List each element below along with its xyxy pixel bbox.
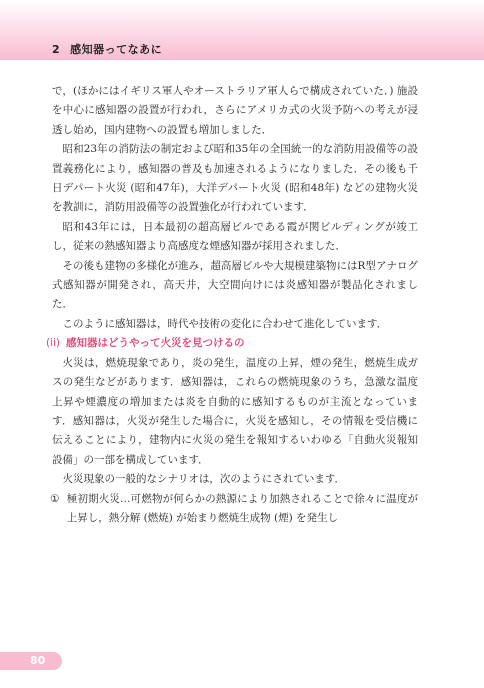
list-item bbox=[52, 490, 418, 529]
section-marker: (ii) bbox=[46, 337, 61, 350]
section-paragraph-2: 火災現象の一般的なシナリオは，次のようにされています． bbox=[62, 473, 346, 486]
paragraph-3: 昭和43年には，日本最初の超高層ビルである霞が関ビルディングが竣工し，従来の熱感知器より高感度な煙感知器が採用されました． bbox=[52, 220, 418, 253]
paragraph-1: で，(ほかにはイギリス軍人やオーストラリア軍人らで構成されていた．) 施設を中心に感知器の設置が行われ，さらにアメリカ式の火災予防への考えが浸透し始め，国内建物への設置も増加しました． bbox=[52, 85, 418, 136]
page-number: 80 bbox=[30, 654, 46, 667]
list-marker: ① bbox=[50, 492, 60, 505]
paragraph-4: その後も建物の多様化が進み，超高層ビルや大規模建築物にはR型アナログ式感知器が開発され，高天井，大空間向けには炎感知器が製品化されました． bbox=[52, 259, 418, 311]
section-heading bbox=[46, 334, 418, 353]
chapter-number: 2 bbox=[52, 43, 61, 56]
chapter-header bbox=[52, 41, 162, 57]
list-text: 極初期火災…可燃物が何らかの熱源により加熱されることで徐々に温度が上昇し，熱分解 (燃焼) が始まり燃焼生成物 (煙) を発生し bbox=[66, 492, 418, 524]
paragraph-2: 昭和23年の消防法の制定および昭和35年の全国統一的な消防用設備等の設置義務化により，感知器の普及も加速されるようになりました．その後も千日デパート火災 (昭和47年)，大洋デパート火災 (昭和48年) などの建物火災を教訓に，消防用設備等の設置強化が行われています． bbox=[52, 143, 418, 214]
section-title: 感知器はどうやって火災を見つけるの bbox=[66, 337, 245, 350]
body-text bbox=[46, 82, 418, 528]
section-paragraph-1: 火災は，燃焼現象であり，炎の発生，温度の上昇，煙の発生，燃焼生成ガスの発生などがあります．感知器は，これらの燃焼現象のうち，急激な温度上昇や煙濃度の増加または炎を自動的に感知するものが主流となっています．感知器は，火災が発生した場合に，火災を感知し，その情報を受信機に伝えることにより，建物内に火災の発生を報知するいわゆる「自動火災報知設備」の一部を構成しています． bbox=[52, 356, 418, 466]
paragraph-5: このように感知器は，時代や技術の変化に合わせて進化しています． bbox=[62, 317, 388, 330]
chapter-title: 感知器ってなあに bbox=[70, 43, 163, 56]
